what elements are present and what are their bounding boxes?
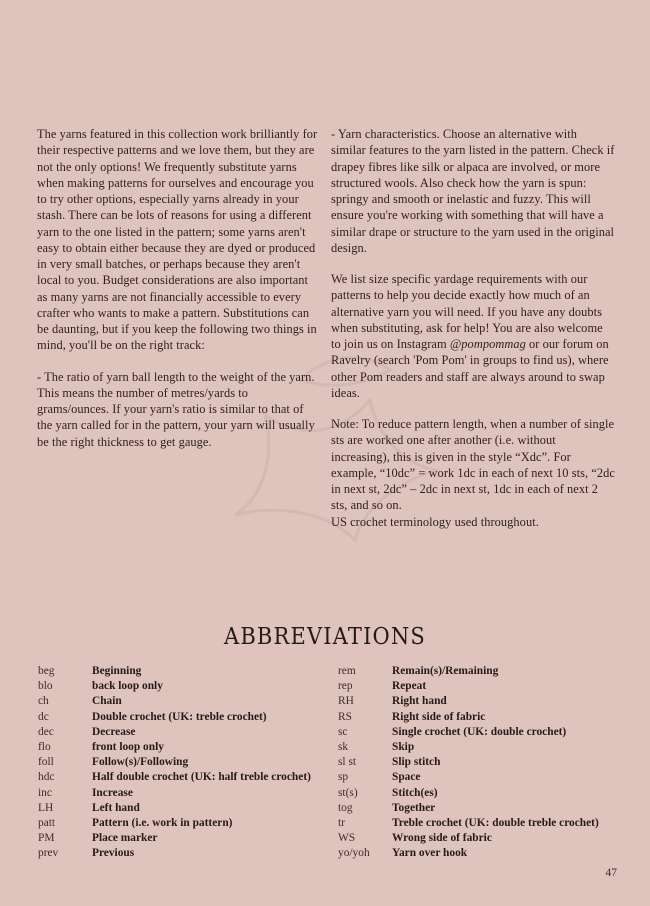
abbreviation-term: dc — [38, 710, 49, 723]
abbreviation-row — [338, 725, 628, 740]
abbreviation-row — [38, 679, 323, 694]
instagram-handle: @pompommag — [449, 337, 526, 351]
abbreviation-row — [338, 664, 628, 679]
abbreviation-term: hdc — [38, 771, 55, 784]
abbreviation-row — [338, 816, 628, 831]
abbreviation-row — [338, 694, 628, 709]
abbreviation-term: st(s) — [338, 786, 358, 799]
abbreviation-row — [38, 664, 323, 679]
abbreviation-row — [338, 740, 628, 755]
prose-text-after-handle: or our forum on Ravelry (search 'Pom Pom' in groups to find us), where other Pom readers and staff are always around to swap ideas. — [331, 337, 609, 400]
abbreviation-term: flo — [38, 741, 51, 754]
abbreviation-definition: Chain — [92, 695, 122, 708]
abbreviation-definition: Previous — [92, 847, 135, 860]
page-number: 47 — [605, 867, 617, 879]
abbreviation-term: sl st — [338, 756, 357, 769]
abbreviation-row — [338, 710, 628, 725]
prose-paragraph: The yarns featured in this collection work brilliantly for their respective patterns and we love them, but they are not the only options! We frequently substitute yarns when making patterns for ourselves and encourage you to try other options, especially yarns already in your stash. There can be lots of reasons for using a different yarn to the one listed in the pattern; some yarns aren't easy to obtain either because they are dyed or produced in very small batches, or perhaps because they aren't local to you. Budget considerations are also important as many yarns are not financially accessible to every crafter who wants to make a pattern. Substitutions can be daunting, but if you keep the following two things in mind, you'll be on the right track: — [37, 127, 318, 353]
prose-text-before-handle: We list size specific yardage requirements with our patterns to help you decide exactly how much of an alternative yarn you will need. If you have any doubts when substituting, ask for help! You are also welcome to join us on Instagram — [331, 272, 603, 351]
abbreviation-row — [38, 816, 323, 831]
abbreviation-term: PM — [38, 832, 55, 845]
abbreviation-definition: Repeat — [392, 680, 427, 693]
abbreviation-definition: Place marker — [92, 832, 158, 845]
abbreviation-definition: Treble crochet (UK: double treble crochet) — [392, 817, 599, 830]
abbreviation-term: beg — [38, 665, 55, 677]
abbreviation-term: patt — [38, 817, 56, 830]
abbreviation-row — [38, 755, 323, 770]
abbreviation-term: dec — [38, 725, 54, 738]
abbreviation-definition: Skip — [392, 741, 415, 754]
abbreviation-term: inc — [38, 786, 52, 799]
abbreviation-definition: Decrease — [92, 725, 136, 738]
abbreviation-definition: Slip stitch — [392, 756, 441, 769]
abbreviation-row — [338, 755, 628, 770]
abbreviation-definition: Wrong side of fabric — [392, 832, 492, 845]
abbreviation-term: blo — [38, 680, 53, 693]
abbreviation-definition: Double crochet (UK: treble crochet) — [92, 710, 267, 723]
abbreviation-term: rep — [338, 680, 353, 693]
abbreviations-table-right — [338, 664, 628, 862]
abbreviation-definition: Increase — [92, 786, 133, 799]
abbreviation-term: rem — [338, 665, 356, 677]
abbreviation-definition: Single crochet (UK: double crochet) — [392, 725, 567, 738]
abbreviation-definition: Pattern (i.e. work in pattern) — [92, 817, 233, 830]
abbreviation-row — [338, 786, 628, 801]
abbreviation-term: RS — [338, 710, 352, 723]
prose-paragraph-terminology: US crochet terminology used throughout. — [331, 514, 539, 529]
abbreviation-definition: Remain(s)/Remaining — [392, 665, 499, 677]
abbreviation-definition: Together — [392, 801, 436, 814]
abbreviation-row — [38, 694, 323, 709]
abbreviation-row — [338, 831, 628, 846]
abbreviation-term: prev — [38, 847, 59, 860]
abbreviation-term: foll — [38, 756, 54, 769]
abbreviation-row — [38, 725, 323, 740]
abbreviation-definition: Space — [392, 771, 421, 784]
abbreviation-row — [38, 846, 323, 861]
abbreviation-definition: Right side of fabric — [392, 710, 486, 723]
prose-column-right — [331, 126, 615, 530]
abbreviation-term: RH — [338, 695, 354, 708]
abbreviations-table-right-body — [338, 664, 628, 862]
abbreviation-row — [38, 786, 323, 801]
abbreviation-definition: Half double crochet (UK: half treble crochet) — [92, 771, 311, 784]
abbreviation-term: LH — [38, 801, 54, 814]
abbreviation-row — [38, 770, 323, 785]
abbreviation-term: tog — [338, 801, 353, 814]
abbreviation-definition: Follow(s)/Following — [92, 756, 189, 769]
abbreviation-definition: Yarn over hook — [392, 847, 468, 860]
abbreviation-definition: back loop only — [92, 680, 163, 693]
abbreviation-definition: front loop only — [92, 741, 164, 754]
abbreviation-row — [38, 831, 323, 846]
abbreviation-term: WS — [338, 832, 356, 845]
abbreviation-row — [38, 740, 323, 755]
prose-column-left — [37, 126, 321, 450]
prose-paragraph-social — [331, 271, 615, 401]
prose-paragraph: - The ratio of yarn ball length to the weight of the yarn. This means the number of metres/yards to grams/ounces. If your yarn's ratio is similar to that of the yarn called for in the pattern, your yarn will usually be the right thickness to get gauge. — [37, 369, 315, 449]
abbreviations-heading — [0, 624, 650, 648]
abbreviation-row — [338, 770, 628, 785]
abbreviation-term: tr — [338, 817, 345, 830]
abbreviation-term: sk — [338, 741, 349, 754]
abbreviations-column-left — [38, 664, 323, 862]
abbreviation-term: sp — [338, 771, 349, 784]
abbreviations-table-left — [38, 664, 323, 862]
abbreviation-row — [338, 846, 628, 861]
abbreviation-row — [38, 801, 323, 816]
abbreviation-term: ch — [38, 695, 49, 708]
abbreviation-definition: Right hand — [392, 695, 447, 708]
prose-paragraph: - Yarn characteristics. Choose an alternative with similar features to the yarn listed in the pattern. Check if drapey fibres like silk or alpaca are involved, or more structured wools. Also check how the yarn is spun: springy and smooth or inelastic and fuzzy. This will ensure you're working with something that will have a similar drape or structure to the yarn used in the original design. — [331, 127, 615, 255]
abbreviation-definition: Stitch(es) — [392, 786, 438, 799]
abbreviations-column-right — [338, 664, 628, 862]
abbreviation-term: sc — [338, 725, 348, 738]
prose-paragraph-note: Note: To reduce pattern length, when a number of single sts are worked one after another (i.e. without increasing), this is given in the style “Xdc”. For example, “10dc” = work 1dc in each of next 10 sts, “2dc in next st, 2dc” – 2dc in next st, 1dc in each of next 2 sts, and so on. — [331, 417, 615, 513]
abbreviation-definition: Left hand — [92, 801, 140, 814]
abbreviations-table-left-body — [38, 664, 323, 862]
abbreviation-row — [338, 801, 628, 816]
abbreviations-heading-label: ABBREVIATIONS — [224, 622, 426, 650]
abbreviation-row — [338, 679, 628, 694]
abbreviation-term: yo/yoh — [338, 847, 370, 860]
abbreviation-definition: Beginning — [92, 665, 142, 677]
abbreviation-row — [38, 710, 323, 725]
